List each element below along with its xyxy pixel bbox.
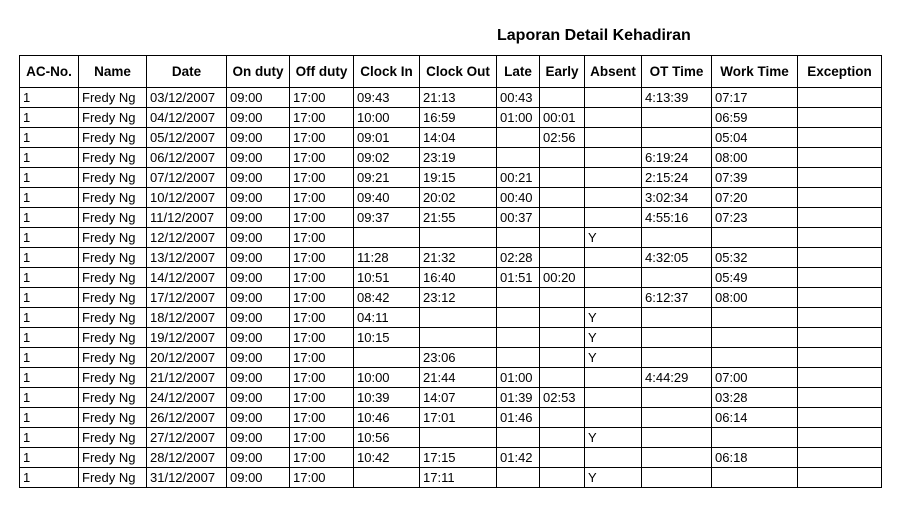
cell-absent: Y <box>585 348 642 368</box>
cell-off-duty: 17:00 <box>290 288 354 308</box>
cell-late: 00:37 <box>497 208 540 228</box>
column-header-date: Date <box>147 56 227 88</box>
cell-on-duty: 09:00 <box>227 188 290 208</box>
table-row <box>20 108 882 128</box>
cell-early <box>540 168 585 188</box>
cell-clock-in: 10:51 <box>354 268 420 288</box>
cell-ac-no: 1 <box>20 368 79 388</box>
cell-ac-no: 1 <box>20 128 79 148</box>
table-row <box>20 148 882 168</box>
cell-ac-no: 1 <box>20 228 79 248</box>
cell-on-duty: 09:00 <box>227 388 290 408</box>
cell-clock-in: 04:11 <box>354 308 420 328</box>
column-header-absent: Absent <box>585 56 642 88</box>
column-header-work-time: Work Time <box>712 56 798 88</box>
cell-ac-no: 1 <box>20 448 79 468</box>
cell-clock-out: 23:19 <box>420 148 497 168</box>
table-row <box>20 428 882 448</box>
cell-late <box>497 468 540 488</box>
cell-work-time: 07:39 <box>712 168 798 188</box>
cell-late <box>497 128 540 148</box>
table-header <box>20 56 882 88</box>
cell-date: 11/12/2007 <box>147 208 227 228</box>
cell-on-duty: 09:00 <box>227 468 290 488</box>
cell-clock-in: 09:21 <box>354 168 420 188</box>
cell-exception <box>798 428 882 448</box>
cell-on-duty: 09:00 <box>227 328 290 348</box>
cell-late <box>497 328 540 348</box>
cell-off-duty: 17:00 <box>290 408 354 428</box>
cell-absent <box>585 408 642 428</box>
attendance-table <box>19 55 882 488</box>
cell-on-duty: 09:00 <box>227 348 290 368</box>
table-row <box>20 468 882 488</box>
cell-clock-in <box>354 348 420 368</box>
cell-ot-time: 6:19:24 <box>642 148 712 168</box>
cell-name: Fredy Ng <box>79 408 147 428</box>
cell-clock-in: 09:43 <box>354 88 420 108</box>
cell-clock-out: 17:01 <box>420 408 497 428</box>
cell-on-duty: 09:00 <box>227 308 290 328</box>
cell-ot-time <box>642 128 712 148</box>
cell-clock-in: 10:42 <box>354 448 420 468</box>
cell-ac-no: 1 <box>20 328 79 348</box>
table-row <box>20 328 882 348</box>
cell-exception <box>798 108 882 128</box>
cell-off-duty: 17:00 <box>290 168 354 188</box>
cell-on-duty: 09:00 <box>227 228 290 248</box>
cell-absent <box>585 388 642 408</box>
cell-off-duty: 17:00 <box>290 388 354 408</box>
cell-date: 20/12/2007 <box>147 348 227 368</box>
cell-off-duty: 17:00 <box>290 448 354 468</box>
cell-early <box>540 248 585 268</box>
cell-late: 01:51 <box>497 268 540 288</box>
cell-date: 05/12/2007 <box>147 128 227 148</box>
cell-exception <box>798 248 882 268</box>
cell-ot-time <box>642 108 712 128</box>
cell-date: 31/12/2007 <box>147 468 227 488</box>
column-header-exception: Exception <box>798 56 882 88</box>
cell-on-duty: 09:00 <box>227 288 290 308</box>
cell-clock-in: 11:28 <box>354 248 420 268</box>
cell-clock-out <box>420 428 497 448</box>
cell-date: 04/12/2007 <box>147 108 227 128</box>
cell-work-time <box>712 228 798 248</box>
table-row <box>20 168 882 188</box>
cell-ot-time: 4:32:05 <box>642 248 712 268</box>
header-row <box>20 56 882 88</box>
cell-late: 02:28 <box>497 248 540 268</box>
cell-exception <box>798 228 882 248</box>
cell-early <box>540 208 585 228</box>
table-row <box>20 128 882 148</box>
cell-ac-no: 1 <box>20 308 79 328</box>
cell-on-duty: 09:00 <box>227 108 290 128</box>
cell-ac-no: 1 <box>20 348 79 368</box>
cell-clock-in: 09:01 <box>354 128 420 148</box>
cell-absent: Y <box>585 468 642 488</box>
table-row <box>20 188 882 208</box>
cell-off-duty: 17:00 <box>290 468 354 488</box>
cell-date: 28/12/2007 <box>147 448 227 468</box>
table-row <box>20 208 882 228</box>
cell-clock-in <box>354 468 420 488</box>
cell-ot-time <box>642 228 712 248</box>
cell-ac-no: 1 <box>20 428 79 448</box>
column-header-early: Early <box>540 56 585 88</box>
column-header-clock-in: Clock In <box>354 56 420 88</box>
cell-clock-in: 10:56 <box>354 428 420 448</box>
cell-work-time: 05:32 <box>712 248 798 268</box>
cell-work-time <box>712 328 798 348</box>
table-row <box>20 448 882 468</box>
cell-work-time: 03:28 <box>712 388 798 408</box>
cell-clock-in: 10:46 <box>354 408 420 428</box>
cell-name: Fredy Ng <box>79 468 147 488</box>
cell-early: 00:20 <box>540 268 585 288</box>
cell-work-time: 07:00 <box>712 368 798 388</box>
cell-exception <box>798 268 882 288</box>
cell-ot-time <box>642 468 712 488</box>
cell-work-time: 08:00 <box>712 288 798 308</box>
cell-early <box>540 328 585 348</box>
cell-on-duty: 09:00 <box>227 428 290 448</box>
cell-date: 12/12/2007 <box>147 228 227 248</box>
cell-absent <box>585 248 642 268</box>
cell-date: 07/12/2007 <box>147 168 227 188</box>
cell-off-duty: 17:00 <box>290 88 354 108</box>
cell-date: 14/12/2007 <box>147 268 227 288</box>
cell-clock-in: 10:15 <box>354 328 420 348</box>
cell-off-duty: 17:00 <box>290 208 354 228</box>
cell-clock-out: 21:13 <box>420 88 497 108</box>
cell-early <box>540 368 585 388</box>
cell-date: 26/12/2007 <box>147 408 227 428</box>
table-row <box>20 228 882 248</box>
column-header-ac-no: AC-No. <box>20 56 79 88</box>
cell-date: 10/12/2007 <box>147 188 227 208</box>
cell-late: 00:40 <box>497 188 540 208</box>
cell-name: Fredy Ng <box>79 428 147 448</box>
cell-name: Fredy Ng <box>79 328 147 348</box>
cell-clock-out: 14:04 <box>420 128 497 148</box>
cell-name: Fredy Ng <box>79 108 147 128</box>
cell-clock-out: 23:12 <box>420 288 497 308</box>
cell-name: Fredy Ng <box>79 208 147 228</box>
table-row <box>20 308 882 328</box>
cell-ot-time: 2:15:24 <box>642 168 712 188</box>
table-row <box>20 388 882 408</box>
cell-ot-time <box>642 348 712 368</box>
cell-off-duty: 17:00 <box>290 368 354 388</box>
cell-absent: Y <box>585 228 642 248</box>
cell-name: Fredy Ng <box>79 368 147 388</box>
cell-ac-no: 1 <box>20 208 79 228</box>
cell-early <box>540 428 585 448</box>
cell-off-duty: 17:00 <box>290 128 354 148</box>
cell-early <box>540 308 585 328</box>
cell-absent <box>585 168 642 188</box>
cell-date: 27/12/2007 <box>147 428 227 448</box>
cell-early <box>540 468 585 488</box>
column-header-off-duty: Off duty <box>290 56 354 88</box>
cell-name: Fredy Ng <box>79 228 147 248</box>
cell-clock-out: 21:44 <box>420 368 497 388</box>
cell-clock-in <box>354 228 420 248</box>
cell-off-duty: 17:00 <box>290 188 354 208</box>
cell-clock-out: 17:15 <box>420 448 497 468</box>
cell-work-time <box>712 428 798 448</box>
cell-ac-no: 1 <box>20 288 79 308</box>
table-row <box>20 248 882 268</box>
cell-ot-time <box>642 268 712 288</box>
cell-late <box>497 228 540 248</box>
cell-late <box>497 308 540 328</box>
cell-early <box>540 408 585 428</box>
cell-early <box>540 88 585 108</box>
cell-off-duty: 17:00 <box>290 308 354 328</box>
cell-clock-out <box>420 328 497 348</box>
cell-on-duty: 09:00 <box>227 148 290 168</box>
cell-late <box>497 348 540 368</box>
cell-clock-out: 19:15 <box>420 168 497 188</box>
cell-clock-out <box>420 308 497 328</box>
cell-name: Fredy Ng <box>79 148 147 168</box>
cell-late: 01:39 <box>497 388 540 408</box>
cell-work-time: 06:18 <box>712 448 798 468</box>
cell-work-time <box>712 348 798 368</box>
cell-on-duty: 09:00 <box>227 168 290 188</box>
cell-ot-time <box>642 408 712 428</box>
cell-exception <box>798 288 882 308</box>
cell-ot-time: 4:44:29 <box>642 368 712 388</box>
cell-work-time: 05:49 <box>712 268 798 288</box>
cell-work-time: 07:20 <box>712 188 798 208</box>
cell-late <box>497 288 540 308</box>
cell-ac-no: 1 <box>20 388 79 408</box>
cell-late: 00:21 <box>497 168 540 188</box>
cell-name: Fredy Ng <box>79 248 147 268</box>
cell-date: 19/12/2007 <box>147 328 227 348</box>
cell-work-time <box>712 308 798 328</box>
cell-off-duty: 17:00 <box>290 228 354 248</box>
cell-absent <box>585 108 642 128</box>
cell-exception <box>798 188 882 208</box>
cell-ac-no: 1 <box>20 188 79 208</box>
cell-late: 01:42 <box>497 448 540 468</box>
table-row <box>20 408 882 428</box>
cell-name: Fredy Ng <box>79 448 147 468</box>
cell-early: 02:53 <box>540 388 585 408</box>
table-row <box>20 348 882 368</box>
cell-early <box>540 148 585 168</box>
cell-clock-in: 10:00 <box>354 368 420 388</box>
cell-absent: Y <box>585 308 642 328</box>
cell-clock-out: 16:59 <box>420 108 497 128</box>
cell-late: 01:00 <box>497 368 540 388</box>
cell-absent <box>585 148 642 168</box>
cell-clock-out: 23:06 <box>420 348 497 368</box>
cell-off-duty: 17:00 <box>290 328 354 348</box>
table-row <box>20 88 882 108</box>
cell-clock-in: 08:42 <box>354 288 420 308</box>
cell-date: 03/12/2007 <box>147 88 227 108</box>
cell-late: 00:43 <box>497 88 540 108</box>
cell-ot-time: 4:55:16 <box>642 208 712 228</box>
cell-name: Fredy Ng <box>79 388 147 408</box>
cell-absent <box>585 448 642 468</box>
cell-early <box>540 228 585 248</box>
cell-name: Fredy Ng <box>79 308 147 328</box>
cell-name: Fredy Ng <box>79 188 147 208</box>
cell-clock-in: 10:39 <box>354 388 420 408</box>
cell-absent <box>585 188 642 208</box>
cell-work-time: 07:17 <box>712 88 798 108</box>
cell-late <box>497 428 540 448</box>
cell-ac-no: 1 <box>20 468 79 488</box>
cell-exception <box>798 328 882 348</box>
cell-on-duty: 09:00 <box>227 268 290 288</box>
cell-exception <box>798 368 882 388</box>
cell-exception <box>798 408 882 428</box>
cell-name: Fredy Ng <box>79 288 147 308</box>
cell-off-duty: 17:00 <box>290 248 354 268</box>
cell-ac-no: 1 <box>20 108 79 128</box>
cell-absent <box>585 88 642 108</box>
cell-early <box>540 448 585 468</box>
cell-name: Fredy Ng <box>79 348 147 368</box>
cell-clock-out: 14:07 <box>420 388 497 408</box>
cell-date: 21/12/2007 <box>147 368 227 388</box>
report-title: Laporan Detail Kehadiran <box>497 27 691 44</box>
table-body <box>20 88 882 488</box>
cell-ot-time: 3:02:34 <box>642 188 712 208</box>
cell-on-duty: 09:00 <box>227 448 290 468</box>
cell-name: Fredy Ng <box>79 88 147 108</box>
cell-absent <box>585 268 642 288</box>
cell-ot-time: 6:12:37 <box>642 288 712 308</box>
column-header-ot-time: OT Time <box>642 56 712 88</box>
cell-work-time: 05:04 <box>712 128 798 148</box>
cell-ac-no: 1 <box>20 88 79 108</box>
cell-date: 06/12/2007 <box>147 148 227 168</box>
cell-exception <box>798 308 882 328</box>
cell-clock-in: 09:37 <box>354 208 420 228</box>
cell-work-time: 07:23 <box>712 208 798 228</box>
cell-date: 13/12/2007 <box>147 248 227 268</box>
column-header-late: Late <box>497 56 540 88</box>
cell-on-duty: 09:00 <box>227 88 290 108</box>
cell-work-time: 08:00 <box>712 148 798 168</box>
cell-on-duty: 09:00 <box>227 248 290 268</box>
cell-exception <box>798 128 882 148</box>
cell-ac-no: 1 <box>20 148 79 168</box>
cell-clock-out: 20:02 <box>420 188 497 208</box>
cell-ot-time <box>642 388 712 408</box>
cell-date: 18/12/2007 <box>147 308 227 328</box>
cell-date: 24/12/2007 <box>147 388 227 408</box>
cell-late: 01:46 <box>497 408 540 428</box>
cell-exception <box>798 348 882 368</box>
cell-clock-out: 16:40 <box>420 268 497 288</box>
cell-clock-out <box>420 228 497 248</box>
cell-ot-time: 4:13:39 <box>642 88 712 108</box>
cell-name: Fredy Ng <box>79 128 147 148</box>
cell-late: 01:00 <box>497 108 540 128</box>
table-row <box>20 268 882 288</box>
cell-clock-in: 09:40 <box>354 188 420 208</box>
cell-name: Fredy Ng <box>79 268 147 288</box>
column-header-on-duty: On duty <box>227 56 290 88</box>
cell-ac-no: 1 <box>20 408 79 428</box>
cell-absent <box>585 208 642 228</box>
cell-off-duty: 17:00 <box>290 268 354 288</box>
cell-off-duty: 17:00 <box>290 108 354 128</box>
column-header-name: Name <box>79 56 147 88</box>
cell-off-duty: 17:00 <box>290 348 354 368</box>
cell-exception <box>798 148 882 168</box>
cell-date: 17/12/2007 <box>147 288 227 308</box>
column-header-clock-out: Clock Out <box>420 56 497 88</box>
cell-exception <box>798 208 882 228</box>
cell-late <box>497 148 540 168</box>
cell-clock-in: 10:00 <box>354 108 420 128</box>
cell-on-duty: 09:00 <box>227 128 290 148</box>
cell-ot-time <box>642 308 712 328</box>
cell-clock-out: 21:32 <box>420 248 497 268</box>
cell-ac-no: 1 <box>20 268 79 288</box>
cell-ac-no: 1 <box>20 248 79 268</box>
cell-early <box>540 348 585 368</box>
cell-exception <box>798 168 882 188</box>
cell-ac-no: 1 <box>20 168 79 188</box>
cell-early <box>540 188 585 208</box>
cell-ot-time <box>642 428 712 448</box>
cell-ot-time <box>642 448 712 468</box>
table-row <box>20 368 882 388</box>
cell-early <box>540 288 585 308</box>
cell-exception <box>798 448 882 468</box>
cell-clock-in: 09:02 <box>354 148 420 168</box>
cell-on-duty: 09:00 <box>227 208 290 228</box>
cell-early: 02:56 <box>540 128 585 148</box>
cell-work-time <box>712 468 798 488</box>
cell-clock-out: 17:11 <box>420 468 497 488</box>
cell-absent <box>585 368 642 388</box>
cell-name: Fredy Ng <box>79 168 147 188</box>
table-row <box>20 288 882 308</box>
cell-work-time: 06:59 <box>712 108 798 128</box>
cell-on-duty: 09:00 <box>227 408 290 428</box>
cell-clock-out: 21:55 <box>420 208 497 228</box>
cell-absent: Y <box>585 428 642 448</box>
cell-off-duty: 17:00 <box>290 148 354 168</box>
cell-off-duty: 17:00 <box>290 428 354 448</box>
cell-absent: Y <box>585 328 642 348</box>
cell-work-time: 06:14 <box>712 408 798 428</box>
cell-absent <box>585 128 642 148</box>
cell-on-duty: 09:00 <box>227 368 290 388</box>
cell-exception <box>798 88 882 108</box>
cell-ot-time <box>642 328 712 348</box>
cell-early: 00:01 <box>540 108 585 128</box>
cell-exception <box>798 388 882 408</box>
cell-absent <box>585 288 642 308</box>
cell-exception <box>798 468 882 488</box>
